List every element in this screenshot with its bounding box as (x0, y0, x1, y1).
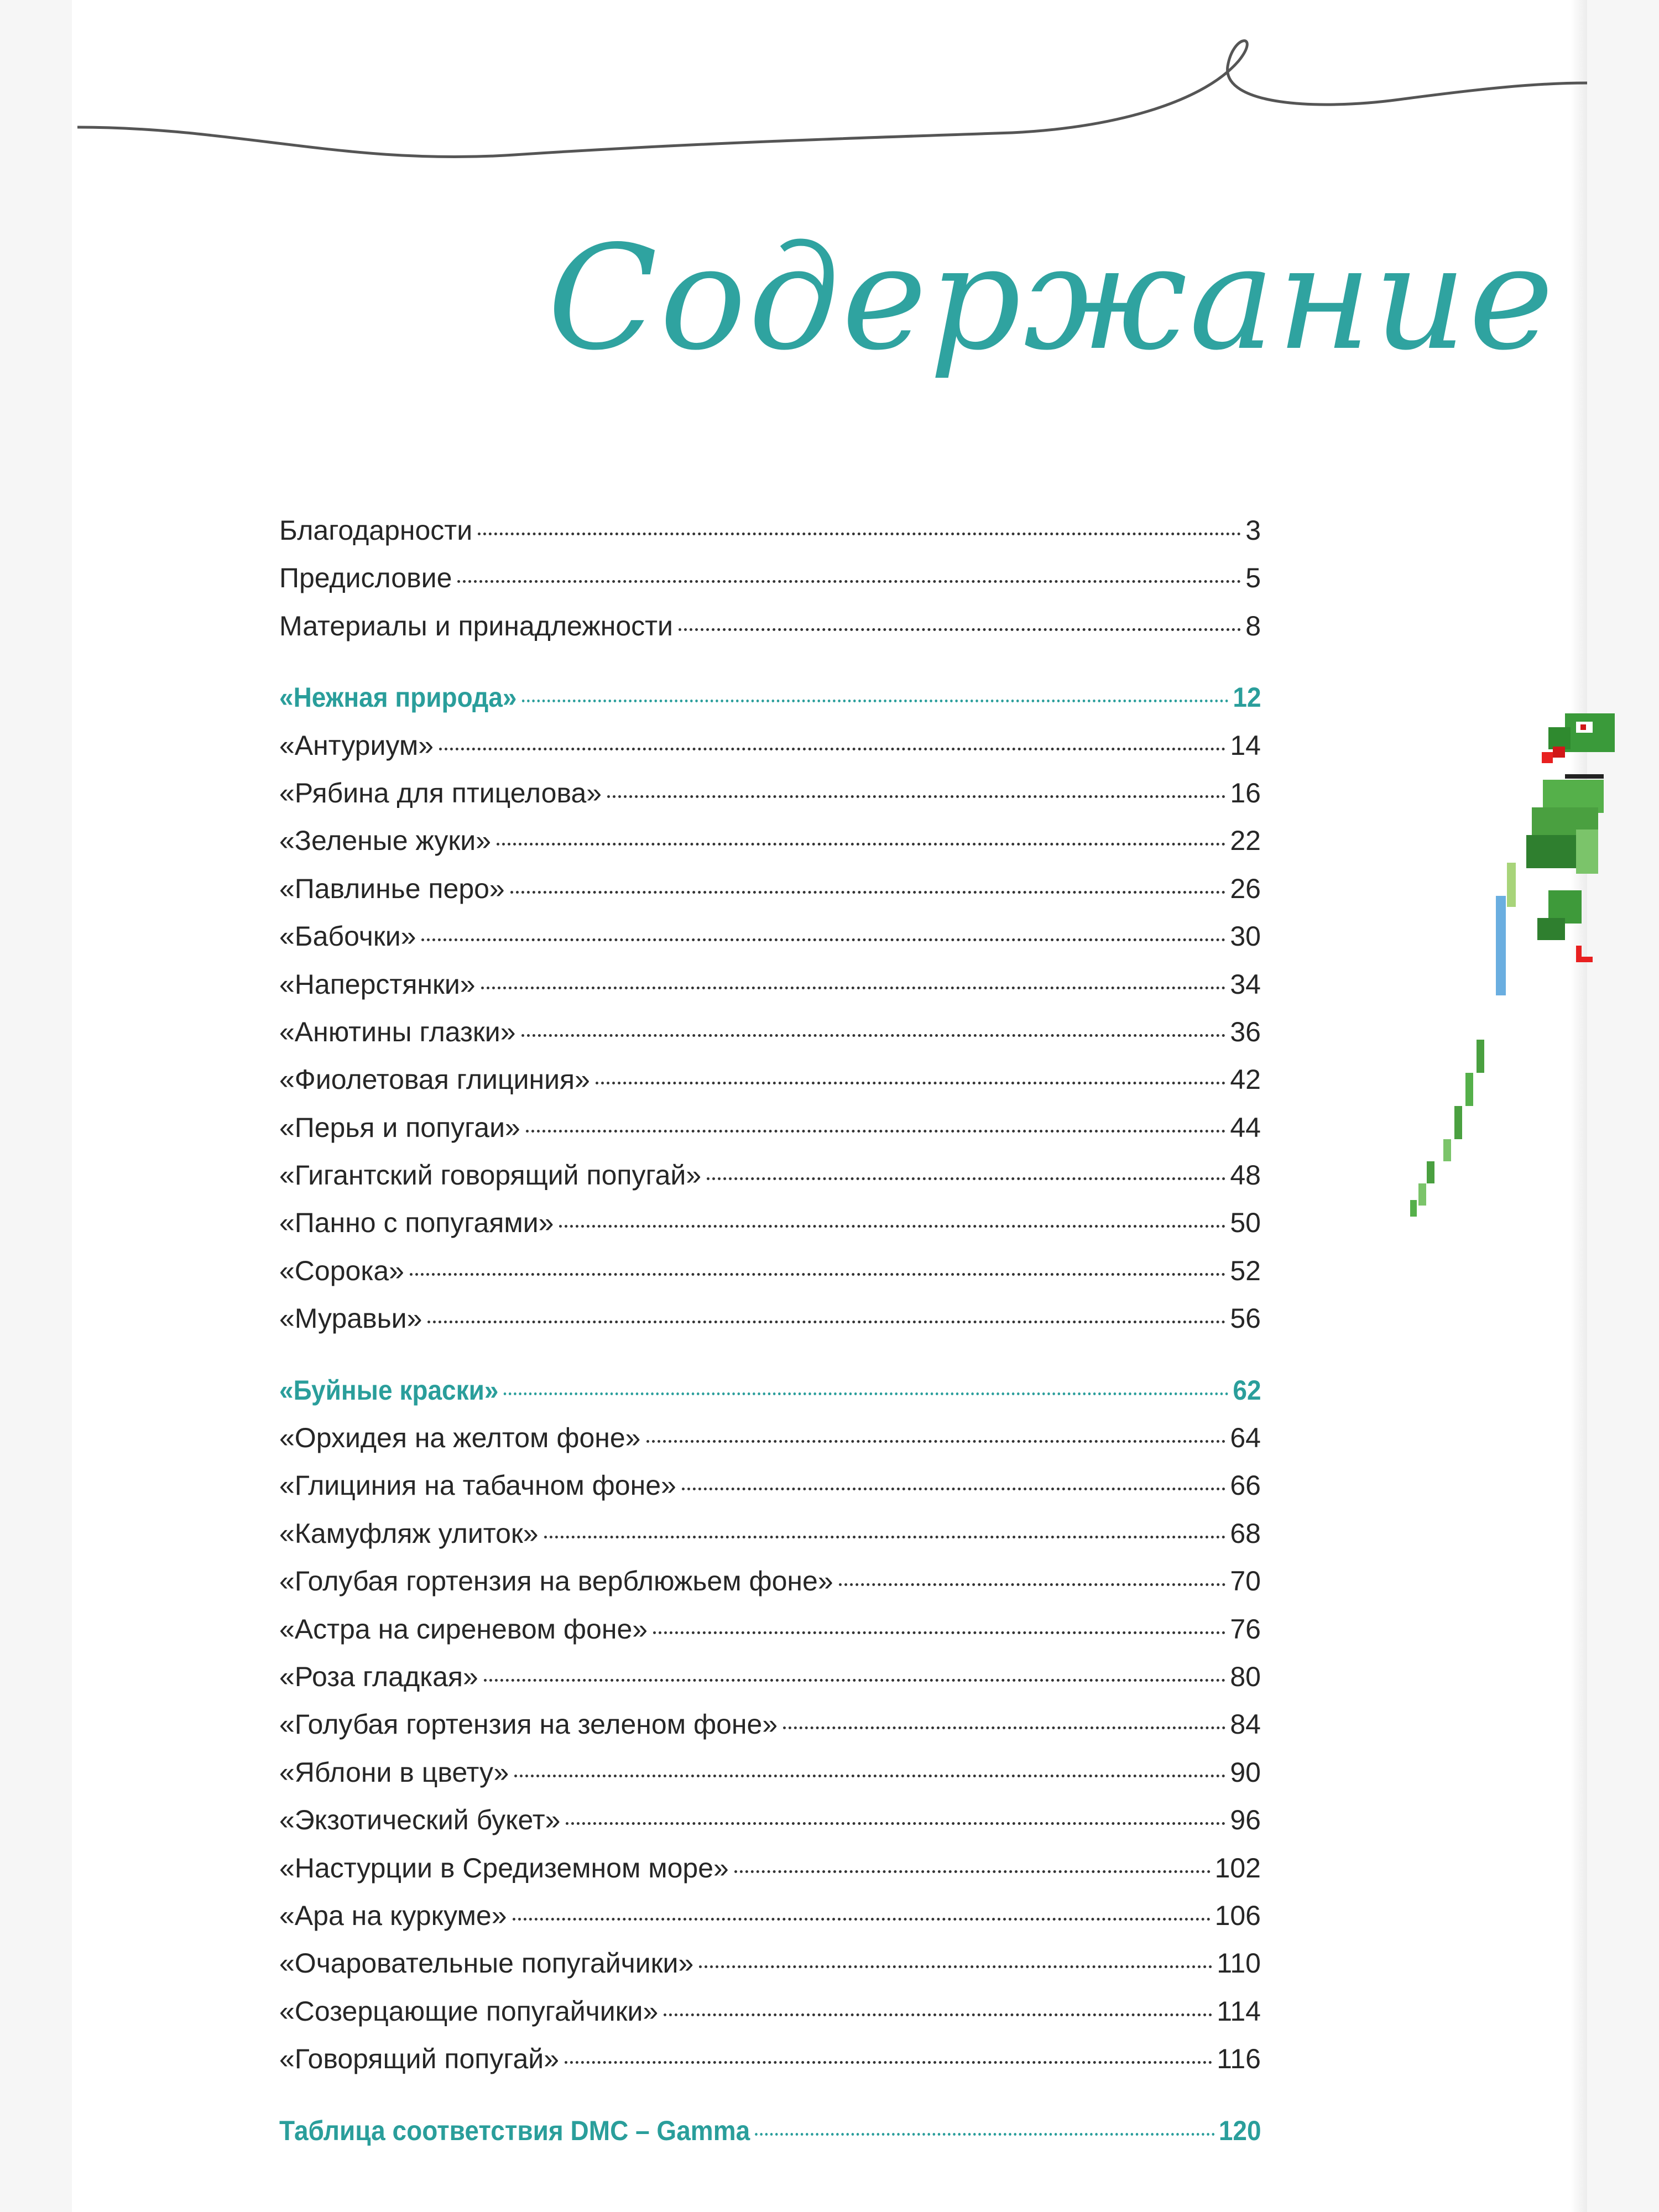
toc-entry: Благодарности 3 (279, 515, 1261, 546)
toc-entry: «Голубая гортензия на верблюжьем фоне» 70 (279, 1566, 1261, 1597)
page-title: Содержание (547, 215, 1556, 382)
toc-entry: «Антуриум» 14 (279, 729, 1261, 761)
toc-entry: «Наперстянки» 34 (279, 968, 1261, 1000)
toc-entry: «Гигантский говорящий попугай» 48 (279, 1160, 1261, 1191)
toc-entry: «Очаровательные попугайчики» 110 (279, 1948, 1261, 1979)
toc-entry: «Ара на куркуме» 106 (279, 1900, 1261, 1931)
toc-entry: Материалы и принадлежности 8 (279, 610, 1261, 641)
toc-entry: «Сорока» 52 (279, 1255, 1261, 1286)
toc-entry: «Созерцающие попугайчики» 114 (279, 1995, 1261, 2027)
toc-entry: «Астра на сиреневом фоне» 76 (279, 1613, 1261, 1645)
toc-entry: «Глициния на табачном фоне» 66 (279, 1470, 1261, 1501)
toc-entry: «Бабочки» 30 (279, 921, 1261, 952)
toc-entry: «Орхидея на желтом фоне» 64 (279, 1422, 1261, 1454)
toc-entry: «Панно с попугаями» 50 (279, 1207, 1261, 1239)
toc-section-heading: «Нежная природа» 12 (279, 682, 1261, 713)
toc-entry: «Экзотический букет» 96 (279, 1804, 1261, 1836)
toc-section-heading: Таблица соответствия DMC – Gamma 120 (279, 2115, 1261, 2146)
toc-entry: «Перья и попугаи» 44 (279, 1112, 1261, 1143)
toc-section-heading: «Буйные краски» 62 (279, 1374, 1261, 1406)
toc-entry: «Павлинье перо» 26 (279, 873, 1261, 904)
toc-entry: «Рябина для птицелова» 16 (279, 777, 1261, 808)
cross-stitch-parrot-illustration (1288, 697, 1659, 1283)
book-page (72, 0, 1587, 2212)
toc-entry: «Зеленые жуки» 22 (279, 825, 1261, 857)
toc-entry: «Говорящий попугай» 116 (279, 2043, 1261, 2075)
toc-entry: «Муравьи» 56 (279, 1303, 1261, 1334)
toc-entry: Предисловие 5 (279, 562, 1261, 594)
toc-entry: «Роза гладкая» 80 (279, 1661, 1261, 1692)
toc-entry: «Фиолетовая глициния» 42 (279, 1064, 1261, 1095)
toc-entry: «Настурции в Средиземном море» 102 (279, 1852, 1261, 1884)
toc-entry: «Голубая гортензия на зеленом фоне» 84 (279, 1709, 1261, 1740)
toc-entry: «Камуфляж улиток» 68 (279, 1517, 1261, 1549)
decorative-swirl (72, 0, 1587, 177)
toc-entry: «Анютины глазки» 36 (279, 1016, 1261, 1047)
toc-entry: «Яблони в цвету» 90 (279, 1756, 1261, 1788)
table-of-contents (279, 514, 1261, 2162)
